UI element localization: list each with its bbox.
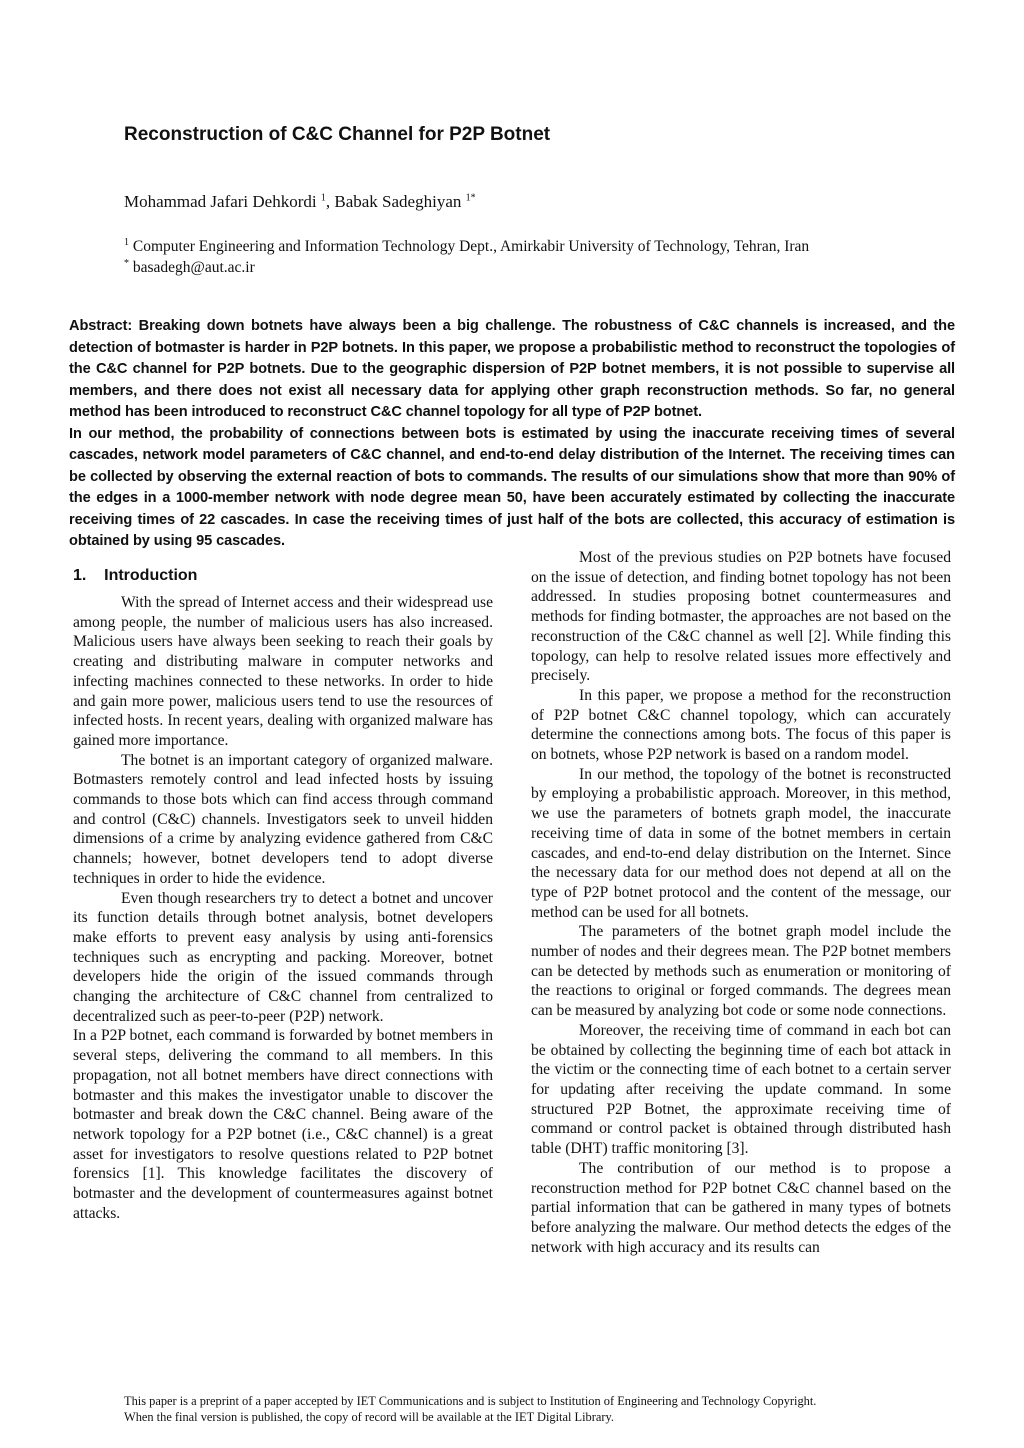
affiliation-line xyxy=(124,236,809,257)
copyright-footer xyxy=(124,1393,816,1425)
body-paragraph: In this paper, we propose a method for the reconstruction of P2P botnet C&C channel topology, which can accurately determine the connections among bots. The focus of this paper is on botnets, whose P2P network is based on a random model. xyxy=(531,686,951,764)
author-affiliation-mark: 1 xyxy=(320,192,326,204)
author-line xyxy=(124,192,476,212)
abstract-paragraph: In our method, the probability of connections between bots is estimated by using the inaccurate receiving times of several cascades, network model parameters of C&C channel, and end-to-end delay distribution of the Internet. The receiving times can be collected by observing the external reaction of bots to commands. The results of our simulations show that more than 90% of the edges in a 1000-member network with node degree mean 50, have been accurately estimated by collecting the inaccurate receiving times of 22 cascades. In case the receiving times of just half of the bots are collected, this accuracy of estimation is obtained by using 95 cascades. xyxy=(69,425,955,549)
contact-email: basadegh@aut.ac.ir xyxy=(132,259,255,276)
footer-line: When the final version is published, the copy of record will be available at the IET Digital Library. xyxy=(124,1410,614,1424)
body-paragraph: Even though researchers try to detect a botnet and uncover its function details through botnet analysis, botnet developers make efforts to prevent easy analysis by using anti-forensics techniques such as encrypting and packing. Moreover, botnet developers hide the origin of the issued commands through changing the architecture of C&C channel from centralized to decentralized such as peer-to-peer (P2P) network. xyxy=(73,889,493,1025)
affiliation-block xyxy=(124,236,809,278)
body-paragraph: In our method, the topology of the botnet is reconstructed by employing a probabilistic approach. Moreover, in this method, we use the parameters of botnets graph model, the inaccurate receiving time of data in some of the botnet members in certain cascades, and end-to-end delay distribution on the Internet. Since the necessary data for our method does not depend at all on the type of P2P botnet protocol and the content of the message, our method can be used for all botnets. xyxy=(531,765,951,921)
section-heading: 1. Introduction xyxy=(73,567,198,584)
abstract-paragraph: Abstract: Breaking down botnets have always been a big challenge. The robustness of C&C channels is increased, and the detection of botmaster is harder in P2P botnets. In this paper, we propose a probabilistic method to reconstruct the topologies of the C&C channel for P2P botnets. Due to the geographic dispersion of P2P botnet members, it is not possible to supervise all members, and there does not exist all necessary data for applying other graph reconstruction methods. So far, no general method has been introduced to reconstruct C&C channel topology for all type of P2P botnet. xyxy=(69,318,955,420)
body-paragraph: The contribution of our method is to propose a reconstruction method for P2P botnet C&C channel based on the partial information that can be gathered in many types of botnets before analyzing the malware. Our method detects the edges of the network with high accuracy and its results can xyxy=(531,1159,951,1256)
body-paragraph: Moreover, the receiving time of command in each bot can be obtained by collecting the beginning time of each bot attack in the victim or the connecting time of each botnet to a certain server for updating after receiving the update command. In some structured P2P Botnet, the approximate receiving time of command or control packet is obtained through distributed hash table (DHT) traffic monitoring [3]. xyxy=(531,1021,951,1158)
corresponding-mark: * xyxy=(124,257,129,269)
author-affiliation-mark: 1* xyxy=(465,192,476,204)
affiliation-mark: 1 xyxy=(124,236,129,248)
footer-line: This paper is a preprint of a paper accepted by IET Communications and is subject to Institution of Engineering and Technology Copyright. xyxy=(124,1394,817,1408)
abstract xyxy=(69,316,955,553)
body-paragraph: The botnet is an important category of organized malware. Botmasters remotely control and lead infected hosts by issuing commands to those bots which can find access through command and control (C&C) channels. Investigators seek to unveil hidden dimensions of a crime by analyzing evidence gathered from C&C channels; however, botnet developers tend to adopt diverse techniques in order to hide the evidence. xyxy=(73,751,493,887)
author-name: Babak Sadeghiyan xyxy=(334,192,462,211)
body-paragraph: In a P2P botnet, each command is forwarded by botnet members in several steps, delivering the command to all members. In this propagation, not all botnet members have direct connections with botmaster and this makes the investigator unable to discover the botmaster and break down the C&C channel. Being aware of the network topology for a P2P botnet (i.e., C&C channel) is a great asset for investigators to resolve questions related to P2P botnet forensics [1]. This knowledge facilitates the discovery of botmaster and the development of countermeasures against botnet attacks. xyxy=(73,1027,493,1222)
author-separator: , xyxy=(325,192,335,211)
author-name: Mohammad Jafari Dehkordi xyxy=(124,192,317,211)
body-paragraph: With the spread of Internet access and their widespread use among people, the number of malicious users has also increased. Malicious users have always been seeking to reach their goals by creating and distributing malware in computer networks and infecting machines connected to these networks. In order to hide and gain more power, malicious users tend to use the resources of infected hosts. In recent years, dealing with organized malware has gained more importance. xyxy=(73,594,493,749)
body-paragraph: Most of the previous studies on P2P botnets have focused on the issue of detection, and finding botnet topology has not been addressed. In studies proposing botnet countermeasures and methods for finding botmaster, the approaches are not based on the reconstruction of the C&C channel as well [2]. While finding this topology, can help to resolve related issues more effectively and precisely. xyxy=(531,549,951,685)
affiliation-text: Computer Engineering and Information Technology Dept., Amirkabir University of Technology, Tehran, Iran xyxy=(132,238,810,255)
left-column xyxy=(73,593,493,1224)
body-paragraph: The parameters of the botnet graph model include the number of nodes and their degrees mean. The P2P botnet members can be detected by methods such as enumeration or monitoring of the reactions to original or forged commands. The degrees mean can be measured by analyzing bot code or some node connections. xyxy=(531,923,951,1020)
paper-title: Reconstruction of C&C Channel for P2P Botnet xyxy=(124,124,551,145)
right-column xyxy=(531,548,951,1257)
contact-line xyxy=(124,257,809,278)
